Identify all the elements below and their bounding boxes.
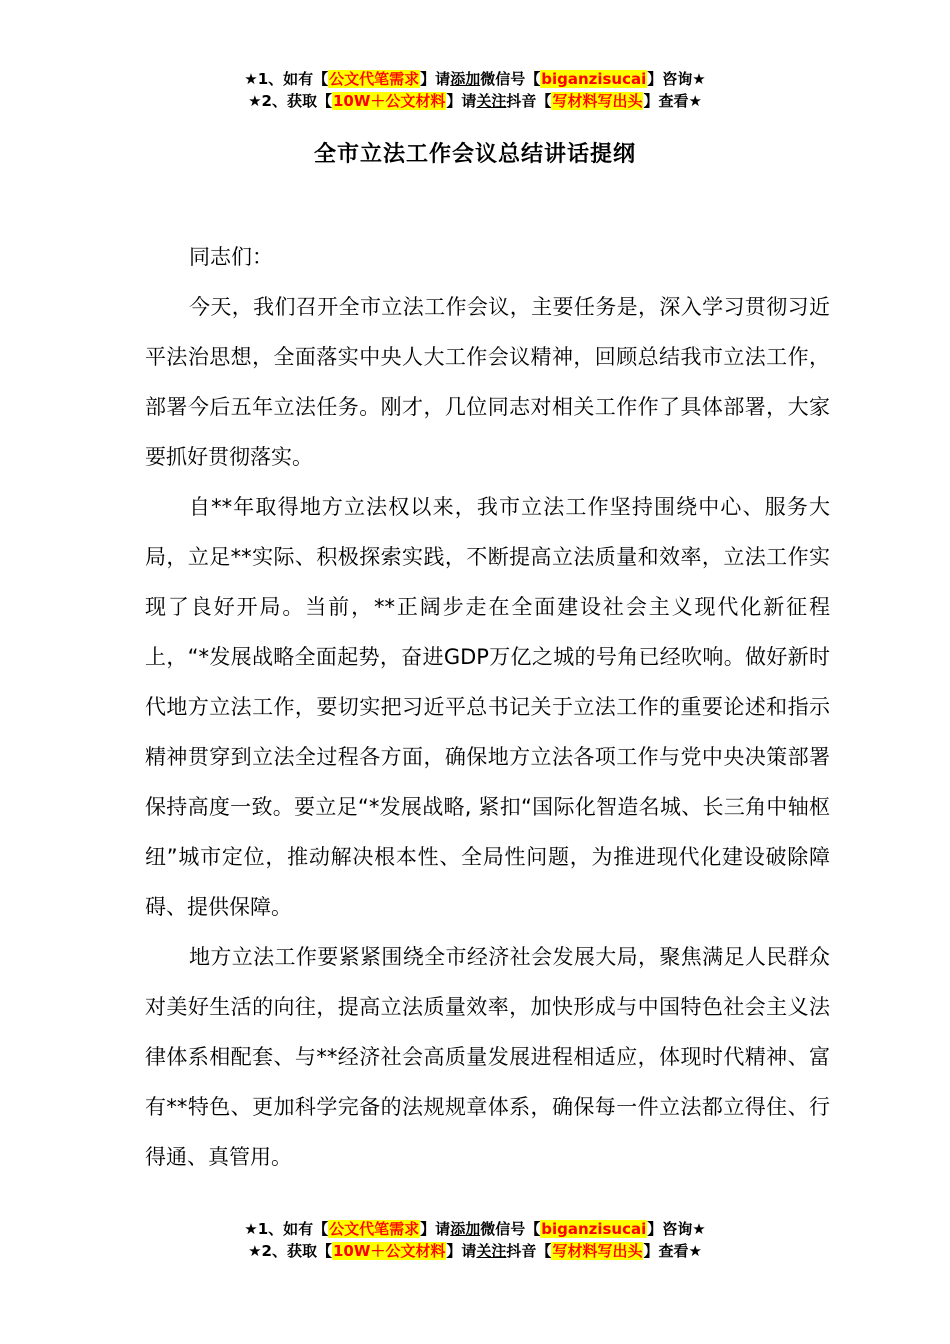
highlight-wechat-id: biganzisucai (541, 70, 647, 88)
banner-text: ★1、如有【 (244, 70, 329, 88)
underlined-text: 关注 (476, 92, 507, 110)
underlined-text: 关注 (476, 1242, 507, 1260)
document-title: 全市立法工作会议总结讲话提纲 (313, 142, 636, 167)
highlight-wechat-id: biganzisucai (541, 1220, 647, 1238)
banner-text: 】咨询★ (647, 1220, 706, 1238)
banner-text: ★1、如有【 (244, 1220, 329, 1238)
banner-line-1 (0, 68, 950, 90)
banner-text: 微信号【 (480, 1220, 541, 1238)
header-banner (0, 68, 950, 112)
banner-text: 】查看★ (643, 92, 702, 110)
paragraph: 自**年取得地方立法权以来，我市立法工作坚持围绕中心、服务大局，立足**实际、积极探索实践，不断提高立法质量和效率，立法工作实现了良好开局。当前，**正阔步走在全面建设社会主义现代化新征程上，“*发展战略全面起势，奋进GDP万亿之城的号角已经吹响。做好新时代地方立法工作，要切实把习近平总书记关于立法工作的重要论述和指示精神贯穿到立法全过程各方面，确保地方立法各项工作与党中央决策部署保持高度一致。要立足“*发展战略, 紧扣“国际化智造名城、长三角中轴枢纽”城市定位，推动解决根本性、全局性问题，为推进现代化建设破除障碍、提供保障。 (145, 495, 830, 919)
banner-text: 】咨询★ (647, 70, 706, 88)
underlined-text: 添加 (450, 1220, 481, 1238)
banner-text: 】请 (446, 1242, 477, 1260)
banner-line-2 (0, 90, 950, 112)
document-body (145, 232, 830, 1182)
highlight-douyin-account: 写材料写出头 (552, 92, 643, 110)
paragraph-greeting: 同志们： (189, 245, 273, 269)
paragraph: 今天，我们召开全市立法工作会议，主要任务是，深入学习贯彻习近平法治思想，全面落实中央人大工作会议精神，回顾总结我市立法工作，部署今后五年立法任务。刚才，几位同志对相关工作作了具体部署，大家要抓好贯彻落实。 (145, 295, 830, 469)
highlight-service: 公文代笔需求 (329, 70, 420, 88)
paragraph: 地方立法工作要紧紧围绕全市经济社会发展大局，聚焦满足人民群众对美好生活的向往，提高立法质量效率，加快形成与中国特色社会主义法律体系相配套、与**经济社会高质量发展进程相适应，体现时代精神、富有**特色、更加科学完备的法规规章体系，确保每一件立法都立得住、行得通、真管用。 (145, 945, 830, 1169)
underlined-text: 添加 (450, 70, 481, 88)
highlight-service: 公文代笔需求 (329, 1220, 420, 1238)
highlight-materials: 10W＋公文材料 (332, 92, 446, 110)
footer-banner (0, 1218, 950, 1262)
banner-line-2 (0, 1240, 950, 1262)
banner-text: 抖音【 (506, 92, 552, 110)
banner-text: 抖音【 (506, 1242, 552, 1260)
banner-text: 】请 (420, 70, 451, 88)
banner-text: 】查看★ (643, 1242, 702, 1260)
banner-text: 微信号【 (480, 70, 541, 88)
highlight-materials: 10W＋公文材料 (332, 1242, 446, 1260)
highlight-douyin-account: 写材料写出头 (552, 1242, 643, 1260)
banner-text: ★2、获取【 (248, 92, 332, 110)
banner-text: 】请 (420, 1220, 451, 1238)
banner-line-1 (0, 1218, 950, 1240)
banner-text: 】请 (446, 92, 477, 110)
banner-text: ★2、获取【 (248, 1242, 332, 1260)
